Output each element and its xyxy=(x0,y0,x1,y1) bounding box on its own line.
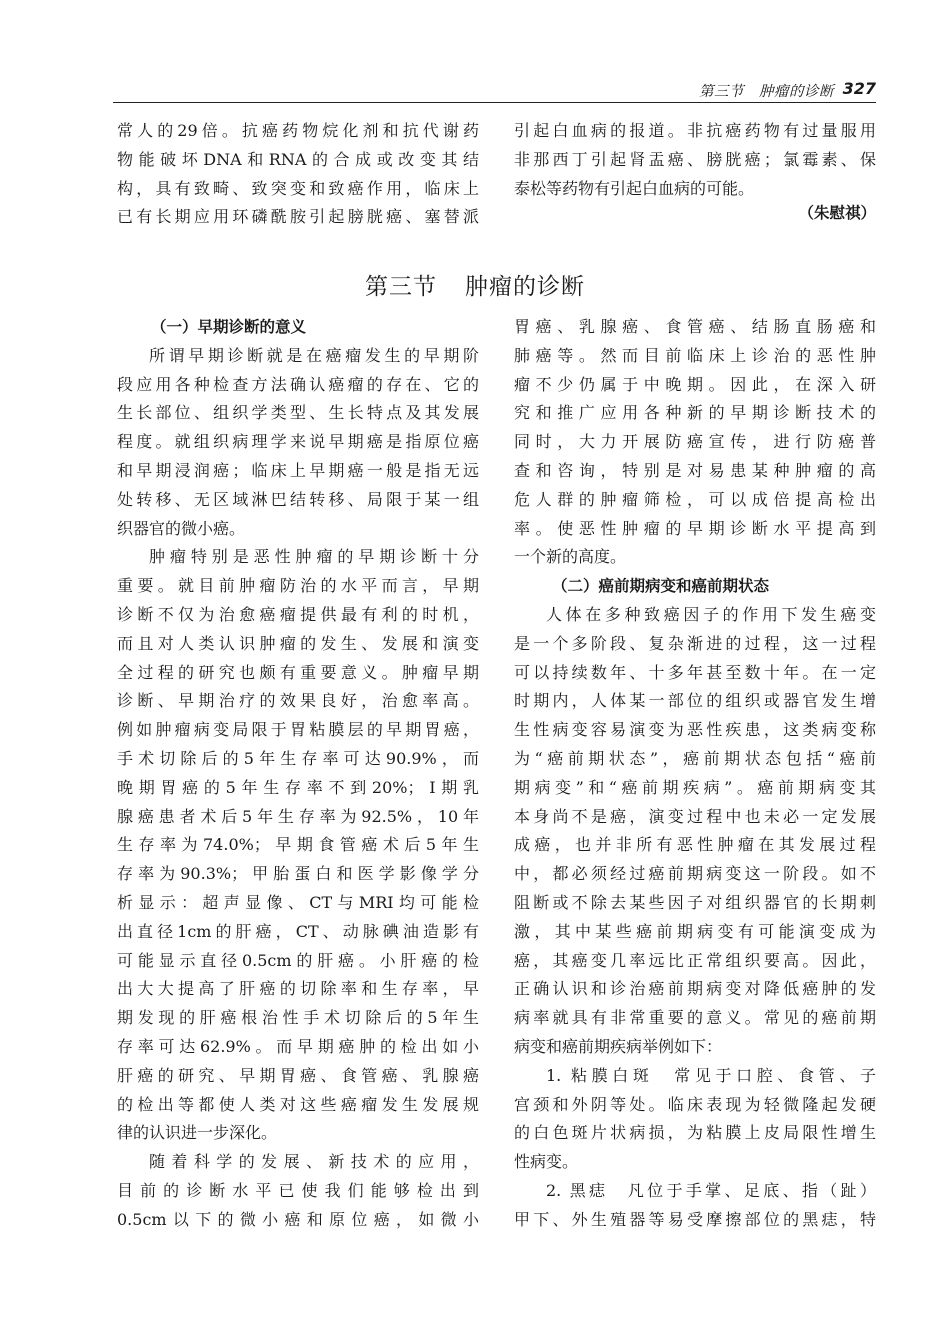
text-line: 是一个多阶段、复杂渐进的过程，这一过程 xyxy=(514,633,876,653)
text-line: 一个新的高度。 xyxy=(514,547,627,567)
list-item-mucosal-leukoplakia: 1. 粘膜白斑 常见于口腔、食管、子 xyxy=(546,1065,876,1085)
text-line: 瘤不少仍属于中晚期。因此，在深入研 xyxy=(514,374,876,394)
text-line: 段应用各种检查方法确认癌瘤的存在、它的 xyxy=(117,374,479,394)
top-right-paragraph xyxy=(514,117,876,203)
text-line: 性病变。 xyxy=(514,1152,579,1172)
text-line: 目前的诊断水平已使我们能够检出到 xyxy=(117,1180,479,1200)
text-line: 胃癌、乳腺癌、食管癌、结肠直肠癌和 xyxy=(514,317,876,336)
text-line: 癌，其癌变几率远比正常组织要高。因此， xyxy=(514,950,876,970)
list-item-nevus: 2. 黑痣 凡位于手掌、足底、指（趾） xyxy=(546,1180,876,1200)
header-section-title: 第三节 肿瘤的诊断 xyxy=(699,84,834,100)
text-line: 随着科学的发展、新技术的应用， xyxy=(149,1152,479,1172)
text-line: 宫颈和外阴等处。临床表现为轻微隆起发硬 xyxy=(514,1094,876,1114)
left-column xyxy=(117,313,479,1235)
text-line: 期发现的肝癌根治性手术切除后的5年生 xyxy=(117,1008,479,1028)
text-line: 析显示：超声显像、CT与MRI均可能检 xyxy=(117,892,479,912)
section-title xyxy=(0,268,950,301)
text-line: 构，具有致畸、致突变和致癌作用，临床上 xyxy=(117,178,479,198)
text-line: 常人的29倍。抗癌药物烷化剂和抗代谢药 xyxy=(117,121,479,140)
text-line: 的白色斑片状病损，为粘膜上皮局限性增生 xyxy=(514,1123,876,1143)
text-line: 引起白血病的报道。非抗癌药物有过量服用 xyxy=(514,121,876,140)
text-line: 织器官的微小癌。 xyxy=(117,518,246,538)
text-line: 0.5cm以下的微小癌和原位癌，如微小 xyxy=(117,1209,479,1229)
right-column xyxy=(514,313,876,1235)
text-line: 激，其中某些癌前期病变有可能演变成为 xyxy=(514,921,876,941)
text-line: 生存率为74.0%；早期食管癌术后5年生 xyxy=(117,835,479,855)
text-line: 手术切除后的5年生存率可达90.9%，而 xyxy=(117,748,479,768)
text-line: 处转移、无区域淋巴结转移、局限于某一组 xyxy=(117,489,479,509)
text-line: 出直径1cm的肝癌，CT、动脉碘油造影有 xyxy=(117,921,479,941)
section-name: 肿瘤的诊断 xyxy=(465,274,585,300)
text-line: 和早期浸润癌；临床上早期癌一般是指无远 xyxy=(117,460,479,480)
text-line: 律的认识进一步深化。 xyxy=(117,1123,278,1143)
page-number: 327 xyxy=(842,79,876,98)
text-line: 物能破坏DNA和RNA的合成或改变其结 xyxy=(117,149,479,169)
text-line: 率。使恶性肿瘤的早期诊断水平提高到 xyxy=(514,518,876,538)
text-line: 非那西丁引起肾盂癌、膀胱癌；氯霉素、保 xyxy=(514,149,876,169)
text-line: 晚期胃癌的5年生存率不到20%；Ⅰ期乳 xyxy=(117,777,479,797)
text-line: 究和推广应用各种新的早期诊断技术的 xyxy=(514,403,876,423)
text-line: 可以持续数年、十多年甚至数十年。在一定 xyxy=(514,662,876,682)
text-line: 正确认识和诊治癌前期病变对降低癌肿的发 xyxy=(514,979,876,999)
author-signature: （朱慰祺） xyxy=(798,204,876,222)
text-line: 病变和癌前期疾病举例如下： xyxy=(514,1036,723,1056)
text-line: 生性病变容易演变为恶性疾患，这类病变称 xyxy=(514,720,876,740)
text-line: 人体在多种致癌因子的作用下发生癌变 xyxy=(546,604,876,624)
text-line: 生长部位、组织学类型、生长特点及其发展 xyxy=(117,403,479,423)
text-line: 成癌，也并非所有恶性肿瘤在其发展过程 xyxy=(514,835,876,855)
text-line: 期病变”和“癌前期疾病”。癌前期病变其 xyxy=(514,777,876,797)
text-line: 泰松等药物有引起白血病的可能。 xyxy=(514,178,755,198)
text-line: 的检出等都使人类对这些癌瘤发生发展规 xyxy=(117,1094,479,1114)
text-line: 肿瘤特别是恶性肿瘤的早期诊断十分 xyxy=(149,547,479,567)
text-line: 诊断、早期治疗的效果良好，治愈率高。 xyxy=(117,691,479,711)
text-line: 程度。就组织病理学来说早期癌是指原位癌 xyxy=(117,432,479,452)
text-line: 时期内，人体某一部位的组织或器官发生增 xyxy=(514,691,876,711)
text-line: 存率可达62.9%。而早期癌肿的检出如小 xyxy=(117,1036,479,1056)
text-line: 诊断不仅为治愈癌瘤提供最有利的时机， xyxy=(117,604,479,624)
text-line: 查和咨询，特别是对易患某种肿瘤的高 xyxy=(514,460,876,480)
text-line: 所谓早期诊断就是在癌瘤发生的早期阶 xyxy=(149,345,479,365)
text-line: 全过程的研究也颇有重要意义。肿瘤早期 xyxy=(117,662,479,682)
text-line: 中，都必须经过癌前期病变这一阶段。如不 xyxy=(514,864,876,884)
text-line: 存率为90.3%；甲胎蛋白和医学影像学分 xyxy=(117,864,479,884)
text-line: 可能显示直径0.5cm的肝癌。小肝癌的检 xyxy=(117,950,479,970)
text-line: 出大大提高了肝癌的切除率和生存率，早 xyxy=(117,979,479,999)
running-header xyxy=(113,80,876,103)
text-line: 本身尚不是癌，演变过程中也未必一定发展 xyxy=(514,806,876,826)
text-line: 已有长期应用环磷酰胺引起膀胱癌、塞替派 xyxy=(117,207,479,227)
text-line: 危人群的肿瘤筛检，可以成倍提高检出 xyxy=(514,489,876,509)
text-line: 而且对人类认识肿瘤的发生、发展和演变 xyxy=(117,633,479,653)
text-line: 腺癌患者术后5年生存率为92.5%，10年 xyxy=(117,806,479,826)
top-left-paragraph xyxy=(117,117,479,232)
subsection-heading-precancerous: （二）癌前期病变和癌前期状态 xyxy=(552,577,770,596)
text-line: 肝癌的研究、早期胃癌、食管癌、乳腺癌 xyxy=(117,1065,479,1085)
text-line: 同时，大力开展防癌宣传，进行防癌普 xyxy=(514,432,876,452)
text-line: 例如肿瘤病变局限于胃粘膜层的早期胃癌， xyxy=(117,720,479,740)
text-line: 重要。就目前肿瘤防治的水平而言，早期 xyxy=(117,576,479,596)
text-line: 病率就具有非常重要的意义。常见的癌前期 xyxy=(514,1008,876,1028)
section-number: 第三节 xyxy=(365,274,437,300)
text-line: 为“癌前期状态”，癌前期状态包括“癌前 xyxy=(514,748,876,768)
text-line: 甲下、外生殖器等易受摩擦部位的黑痣，特 xyxy=(514,1209,876,1229)
text-line: 肺癌等。然而目前临床上诊治的恶性肿 xyxy=(514,345,876,365)
text-line: 阻断或不除去某些因子对组织器官的长期刺 xyxy=(514,892,876,912)
subsection-heading-early-diagnosis: （一）早期诊断的意义 xyxy=(151,318,307,336)
